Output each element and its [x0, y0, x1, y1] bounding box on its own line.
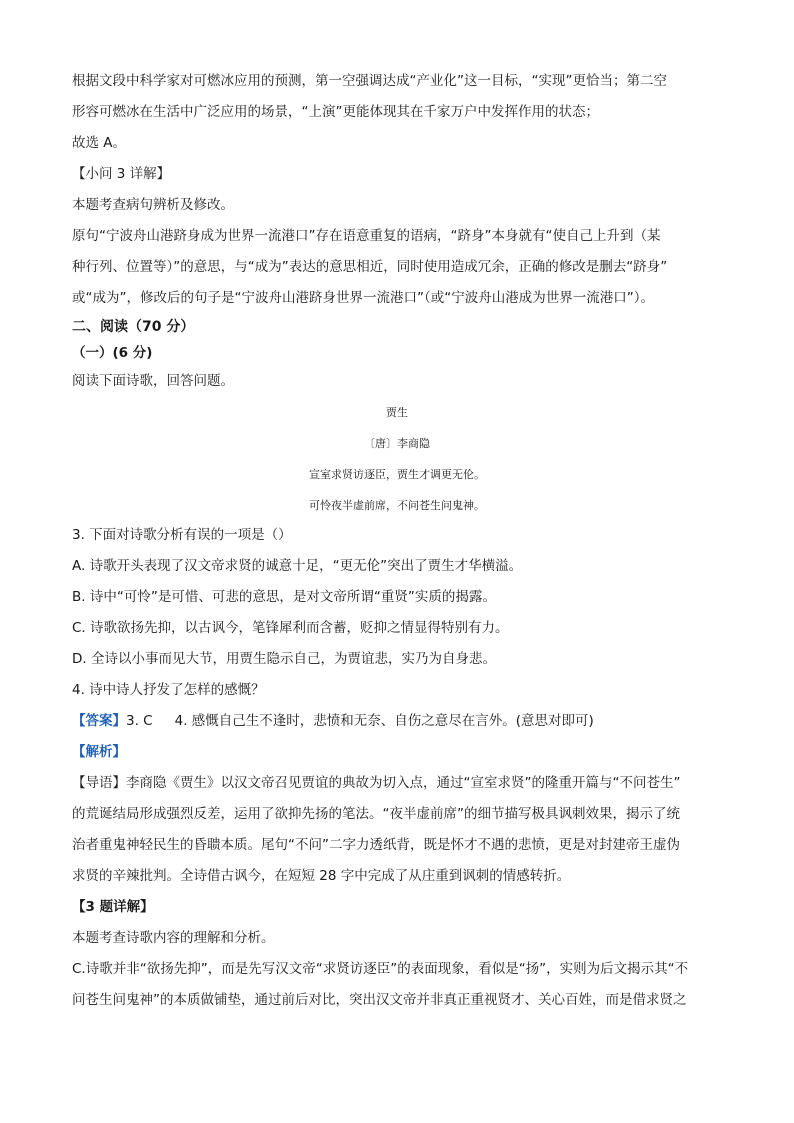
- guide-line: 【导语】李商隐《贾生》以汉文帝召见贾谊的典故为切入点，通过“宣室求贤”的隆重开篇与“不问苍生”: [72, 775, 681, 791]
- text-line: 本题考查病句辨析及修改。: [72, 197, 234, 213]
- guide-line: 求贤的辛辣批判。全诗借古讽今，在短短 28 字中完成了从庄重到讽刺的情感转折。: [72, 868, 571, 884]
- answer-4: 4. 感慨自己生不逢时，悲愤和无奈、自伤之意尽在言外。(意思对即可): [174, 713, 594, 729]
- section-heading: 二、阅读（70 分）: [72, 319, 195, 335]
- question-4: 4. 诗中诗人抒发了怎样的感慨？: [72, 682, 265, 698]
- guide-line: 的荒诞结局形成强烈反差，运用了欲抑先扬的笔法。“夜半虚前席”的细节描写极具讽刺效果，揭示了统: [72, 806, 680, 822]
- poem-author: 〔唐〕李商隐: [364, 437, 430, 450]
- poem-title: 贾生: [386, 406, 408, 419]
- text-line: 根据文段中科学家对可燃冰应用的预测，第一空强调达成“产业化”这一目标，“实现”更恰当；第二空: [72, 73, 667, 89]
- text-line: 原句“宁波舟山港跻身成为世界一流港口”存在语意重复的语病，“跻身”本身就有“使自己上升到（某: [72, 228, 661, 244]
- option-a: A. 诗歌开头表现了汉文帝求贤的诚意十足，“更无伦”突出了贾生才华横溢。: [72, 558, 523, 574]
- answer-label: 【答案】: [72, 713, 126, 729]
- analysis-label: 【解析】: [72, 744, 126, 760]
- detail-line: 问苍生问鬼神”的本质做铺垫，通过前后对比，突出汉文帝并非真正重视贤才、关心百姓，而是借求贤之: [72, 992, 687, 1008]
- poem-block: [72, 403, 732, 516]
- poem-line: 可怜夜半虚前席，不问苍生问鬼神。: [309, 499, 485, 512]
- text-line: 形容可燃冰在生活中广泛应用的场景，“上演”更能体现其在千家万户中发挥作用的状态；: [72, 104, 599, 120]
- subsection-heading: （一）(6 分): [72, 345, 153, 361]
- text-line: 种行列、位置等）”的意思，与“成为”表达的意思相近，同时使用造成冗余，正确的修改是删去“跻身”: [72, 259, 668, 275]
- subquestion-heading: 【小问 3 详解】: [72, 166, 171, 182]
- detail-heading: 【3 题详解】: [72, 899, 154, 915]
- question-3: 3. 下面对诗歌分析有误的一项是（）: [72, 527, 292, 543]
- option-d: D. 全诗以小事而见大节，用贾生隐示自己，为贾谊悲，实乃为自身悲。: [72, 651, 496, 667]
- document-content: [72, 66, 732, 1016]
- answer-3: 3. C: [126, 713, 153, 729]
- poem-line: 宣室求贤访逐臣，贾生才调更无伦。: [309, 468, 485, 481]
- answer-row: [72, 706, 732, 737]
- text-line: 故选 A。: [72, 135, 127, 151]
- guide-line: 治者重鬼神轻民生的昏聩本质。尾句“不问”二字力透纸背，既是怀才不遇的悲愤，更是对封建帝王虚伪: [72, 837, 680, 853]
- option-b: B. 诗中“可怜”是可惜、可悲的意思，是对文帝所谓“重贤”实质的揭露。: [72, 589, 496, 605]
- text-line: 或“成为”，修改后的句子是“宁波舟山港跻身世界一流港口”（或“宁波舟山港成为世界一流港口”）。: [72, 290, 654, 306]
- option-c: C. 诗歌欲扬先抑，以古讽今，笔锋犀利而含蓄，贬抑之情显得特别有力。: [72, 620, 509, 636]
- instruction-text: 阅读下面诗歌，回答问题。: [72, 373, 234, 389]
- detail-line: C.诗歌并非“欲扬先抑”，而是先写汉文帝“求贤访逐臣”的表面现象，看似是“扬”，实则为后文揭示其“不: [72, 961, 689, 977]
- detail-line: 本题考查诗歌内容的理解和分析。: [72, 930, 275, 946]
